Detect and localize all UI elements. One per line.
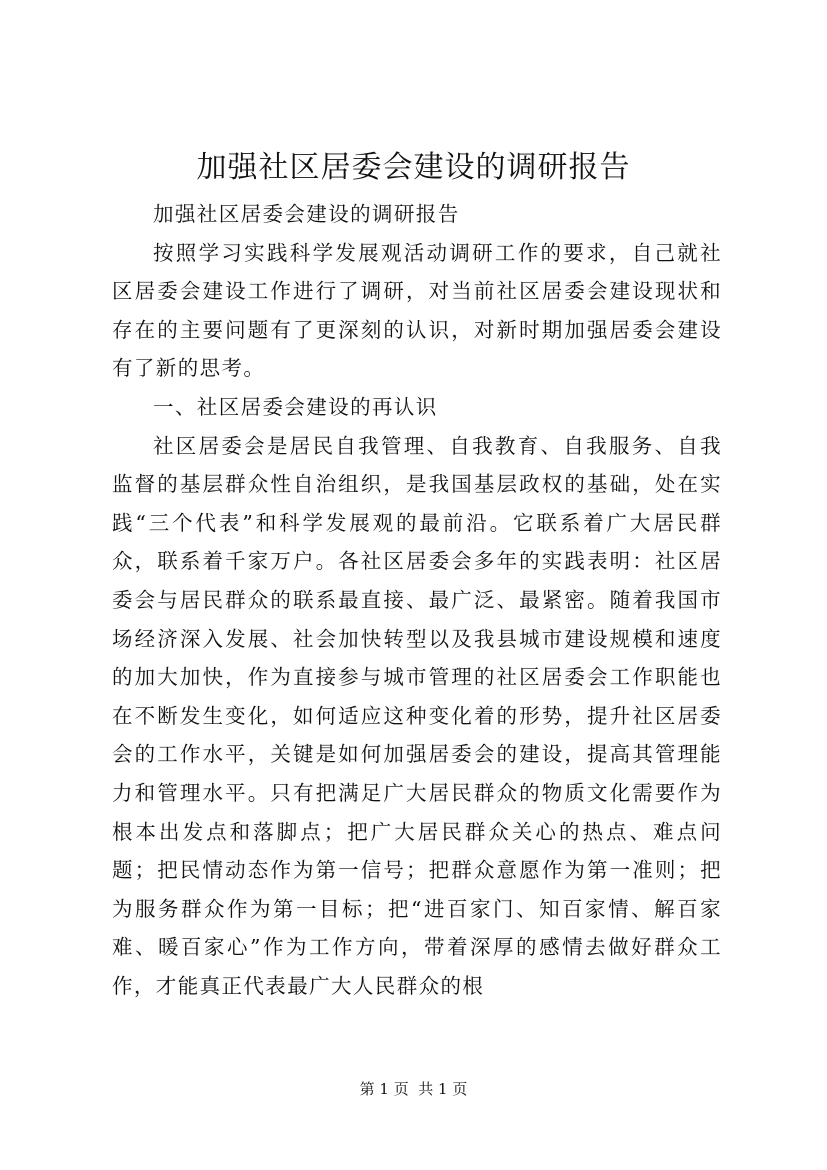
page-title: 加强社区居委会建设的调研报告 bbox=[196, 150, 631, 185]
page-footer bbox=[0, 1078, 827, 1100]
body-paragraph: 社区居委会是居民自我管理、自我教育、自我服务、自我监督的基层群众性自治组织，是我国基层政权的基础，处在实践“三个代表”和科学发展观的最前沿。它联系着广大居民群众，联系着千家万户。各社区居委会多年的实践表明：社区居委会与居民群众的联系最直接、最广泛、最紧密。随着我国市场经济深入发展、社会加快转型以及我县城市建设规模和速度的加大加快，作为直接参与城市管理的社区居委会工作职能也在不断发生变化，如何适应这种变化着的形势，提升社区居委会的工作水平，关键是如何加强居委会的建设，提高其管理能力和管理水平。只有把满足广大居民群众的物质文化需要作为根本出发点和落脚点；把广大居民群众关心的热点、难点问题；把民情动态作为第一信号；把群众意愿作为第一准则；把为服务群众作为第一目标；把“进百家门、知百家情、解百家难、暖百家心”作为工作方向，带着深厚的感情去做好群众工作，才能真正代表最广大人民群众的根 bbox=[112, 433, 722, 998]
page-number-label: 第 1 页 共 1 页 bbox=[359, 1080, 468, 1098]
document-body bbox=[112, 195, 722, 1005]
intro-paragraph: 按照学习实践科学发展观活动调研工作的要求，自己就社区居委会建设工作进行了调研，对当前社区居委会建设现状和存在的主要问题有了更深刻的认识，对新时期加强居委会建设有了新的思考。 bbox=[112, 240, 722, 381]
section-heading: 一、社区居委会建设的再认识 bbox=[153, 394, 438, 419]
subtitle-paragraph: 加强社区居委会建设的调研报告 bbox=[153, 202, 460, 226]
